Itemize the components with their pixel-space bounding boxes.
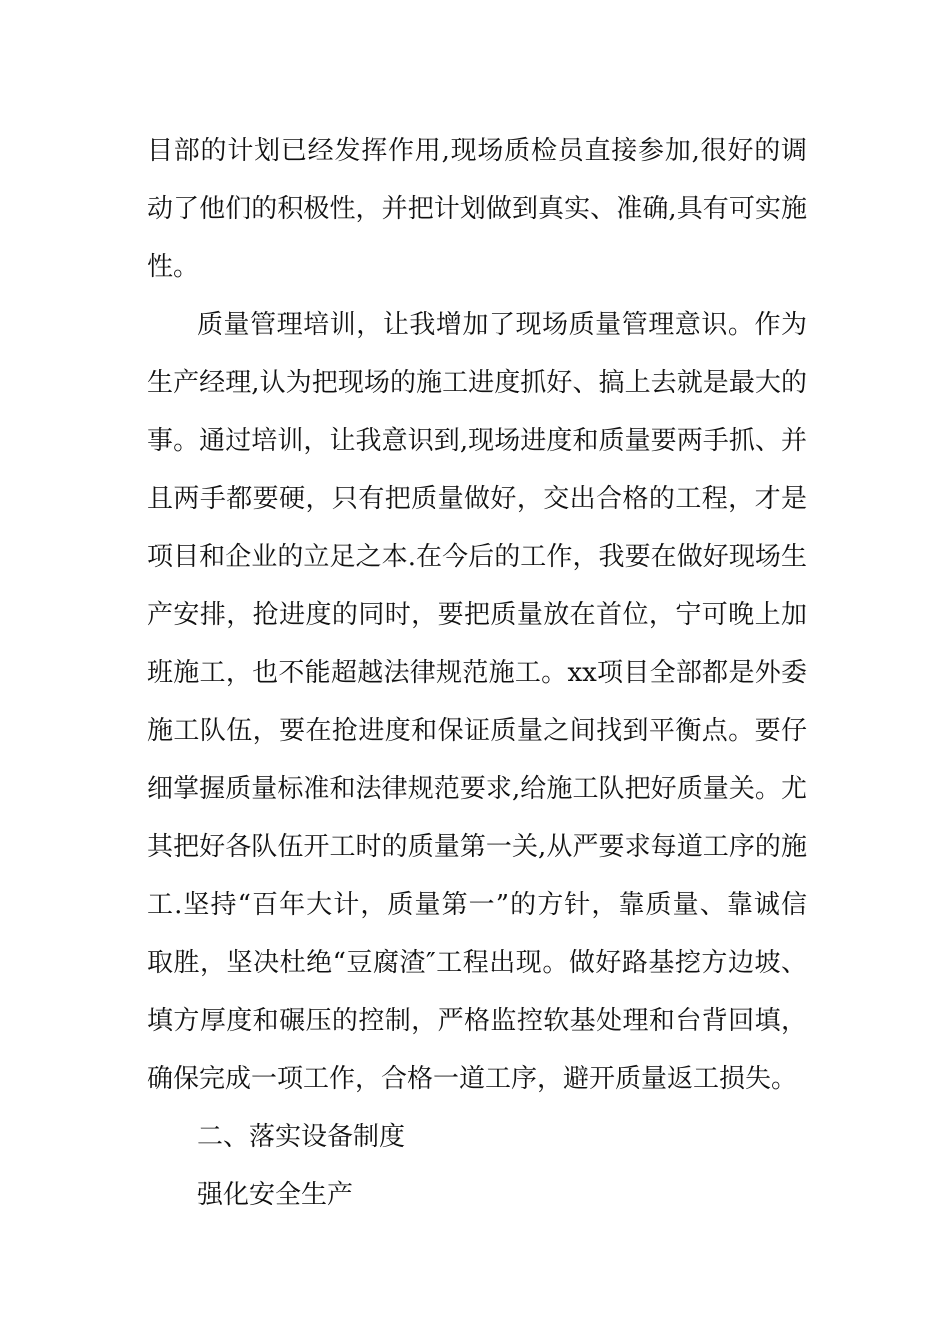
- paragraph-line: 性。: [147, 252, 200, 282]
- paragraph-line: 项目和企业的立足之本.在今后的工作，我要在做好现场生: [147, 542, 807, 572]
- paragraph-line: 确保完成一项工作，合格一道工序，避开质量返工损失。: [147, 1064, 798, 1094]
- paragraph-line: 目部的计划已经发挥作用,现场质检员直接参加,很好的调: [147, 136, 807, 166]
- paragraph-line: 其把好各队伍开工时的质量第一关,从严要求每道工序的施: [147, 832, 807, 862]
- paragraph-line: 事。通过培训，让我意识到,现场进度和质量要两手抓、并: [147, 426, 807, 456]
- paragraph-line: 填方厚度和碾压的控制，严格监控软基处理和台背回填，: [147, 1006, 807, 1036]
- paragraph-line: 细掌握质量标准和法律规范要求,给施工队把好质量关。尤: [147, 774, 807, 804]
- paragraph-line: 产安排，抢进度的同时，要把质量放在首位，宁可晚上加: [147, 600, 807, 630]
- paragraph-line: 施工队伍，要在抢进度和保证质量之间找到平衡点。要仔: [147, 716, 807, 746]
- section-heading: 二、落实设备制度: [197, 1122, 406, 1152]
- paragraph-line: 动了他们的积极性，并把计划做到真实、准确,具有可实施: [147, 194, 807, 224]
- paragraph-line: 且两手都要硬，只有把质量做好，交出合格的工程，才是: [147, 484, 807, 514]
- paragraph-line: 班施工，也不能超越法律规范施工。xx项目全部都是外委: [147, 658, 807, 688]
- paragraph-line: 生产经理,认为把现场的施工进度抓好、搞上去就是最大的: [147, 368, 807, 398]
- paragraph-line: 工.坚持“百年大计，质量第一”的方针，靠质量、靠诚信: [147, 890, 807, 920]
- sub-heading: 强化安全生产: [197, 1180, 354, 1210]
- paragraph-line: 取胜，坚决杜绝“豆腐渣″工程出现。做好路基挖方边坡、: [147, 948, 807, 978]
- paragraph-line: 质量管理培训，让我增加了现场质量管理意识。作为: [197, 310, 807, 340]
